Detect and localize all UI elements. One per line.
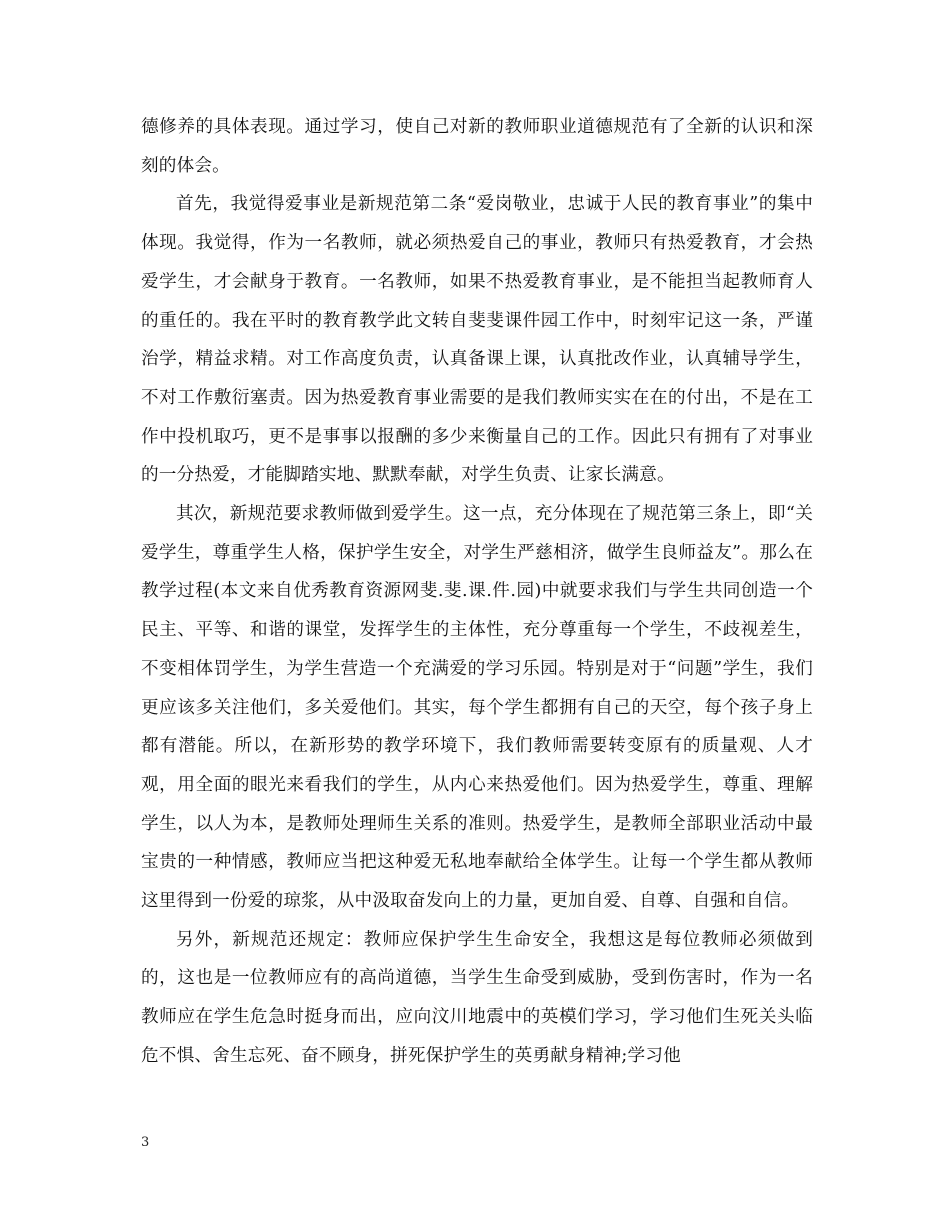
paragraph-love-career: 首先，我觉得爱事业是新规范第二条“爱岗敬业，忠诚于人民的教育事业”的集中体现。我觉得，作为一名教师，就必须热爱自己的事业，教师只有热爱教育，才会热爱学生，才会献身于教育。一名教师，如果不热爱教育事业，是不能担当起教师育人的重任的。我在平时的教育教学此文转自斐斐课件园工作中，时刻牢记这一条，严谨治学，精益求精。对工作高度负责，认真备课上课，认真批改作业，认真辅导学生，不对工作敷衍塞责。因为热爱教育事业需要的是我们教师实实在在的付出，不是在工作中投机取巧，更不是事事以报酬的多少来衡量自己的工作。因此只有拥有了对事业的一分热爱，才能脚踏实地、默默奉献，对学生负责、让家长满意。 bbox=[141, 194, 813, 486]
page-number: 3 bbox=[141, 1135, 150, 1150]
paragraph-love-students: 其次，新规范要求教师做到爱学生。这一点，充分体现在了规范第三条上，即“关爱学生，尊重学生人格，保护学生安全，对学生严慈相济，做学生良师益友”。那么在教学过程(本文来自优秀教育资源网斐.斐.课.件.园)中就要求我们与学生共同创造一个民主、平等、和谐的课堂，发挥学生的主体性，充分尊重每一个学生，不歧视差生，不变相体罚学生，为学生营造一个充满爱的学习乐园。特别是对于“问题”学生，我们更应该多关注他们，多关爱他们。其实，每个学生都拥有自己的天空，每个孩子身上都有潜能。所以，在新形势的教学环境下，我们教师需要转变原有的质量观、人才观，用全面的眼光来看我们的学生，从内心来热爱他们。因为热爱学生，尊重、理解学生，以人为本，是教师处理师生关系的准则。热爱学生，是教师全部职业活动中最宝贵的一种情感，教师应当把这种爱无私地奉献给全体学生。让每一个学生都从教师这里得到一份爱的琼浆，从中汲取奋发向上的力量，更加自爱、自尊、自强和自信。 bbox=[141, 504, 813, 912]
paragraph-student-safety: 另外，新规范还规定：教师应保护学生生命安全，我想这是每位教师必须做到的，这也是一位教师应有的高尚道德，当学生生命受到威胁，受到伤害时，作为一名教师应在学生危急时挺身而出，应向汶川地震中的英模们学习，学习他们生死关头临危不惧、舍生忘死、奋不顾身，拼死保护学生的英勇献身精神;学习他 bbox=[141, 929, 813, 1066]
paragraph-intro-continued: 德修养的具体表现。通过学习，使自己对新的教师职业道德规范有了全新的认识和深刻的体会。 bbox=[141, 117, 813, 176]
document-body bbox=[141, 108, 813, 1076]
